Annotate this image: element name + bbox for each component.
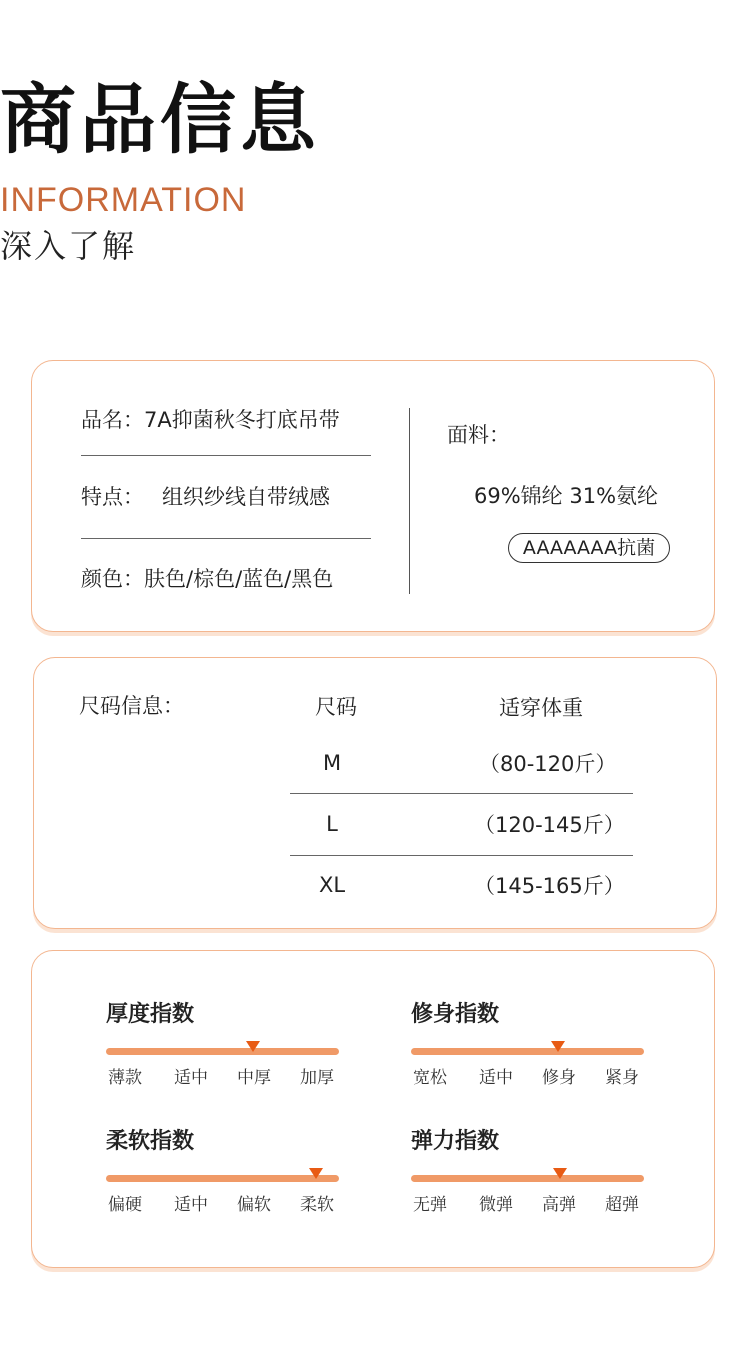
feature-label: 特点： bbox=[81, 485, 144, 509]
scale-label: 适中 bbox=[174, 1195, 208, 1215]
fabric-value: 69%锦纶 31%氨纶 bbox=[474, 484, 659, 508]
scale-label: 紧身 bbox=[605, 1068, 639, 1088]
scale-label: 微弹 bbox=[479, 1195, 513, 1215]
size-info-card bbox=[33, 657, 717, 929]
elasticity-scale-bar bbox=[411, 1175, 644, 1182]
subtitle-chinese: 深入了解 bbox=[0, 227, 137, 265]
thickness-level-marker bbox=[246, 1041, 260, 1052]
softness-scale-bar bbox=[106, 1175, 339, 1182]
product-colors: 颜色：肤色/棕色/蓝色/黑色 bbox=[81, 567, 334, 591]
scale-label: 宽松 bbox=[413, 1068, 447, 1088]
softness-level-marker bbox=[309, 1168, 323, 1179]
softness-index-title: 柔软指数 bbox=[106, 1129, 195, 1154]
feature-value: 组织纱线自带绒感 bbox=[162, 485, 330, 509]
elasticity-index-title: 弹力指数 bbox=[411, 1129, 500, 1154]
size-cell: XL bbox=[318, 873, 346, 897]
vertical-divider bbox=[409, 408, 410, 594]
size-cell: M bbox=[322, 751, 342, 775]
fit-scale-bar bbox=[411, 1048, 644, 1055]
subtitle-english: INFORMATION bbox=[0, 181, 247, 219]
thickness-index-title: 厚度指数 bbox=[106, 1002, 195, 1027]
size-info-label: 尺码信息： bbox=[79, 694, 184, 718]
divider bbox=[81, 538, 371, 539]
size-cell: L bbox=[326, 812, 338, 836]
page-title: 商品信息 bbox=[0, 75, 320, 164]
scale-label: 适中 bbox=[174, 1068, 208, 1088]
product-info-card bbox=[31, 360, 715, 632]
size-column-header: 尺码 bbox=[315, 695, 357, 719]
weight-cell: （80-120斤） bbox=[479, 752, 617, 776]
scale-label: 中厚 bbox=[237, 1068, 271, 1088]
scale-label: 偏软 bbox=[237, 1195, 271, 1215]
fit-level-marker bbox=[551, 1041, 565, 1052]
fabric-label: 面料： bbox=[447, 423, 510, 447]
scale-label: 超弹 bbox=[605, 1195, 639, 1215]
scale-label: 高弹 bbox=[542, 1195, 576, 1215]
table-divider bbox=[290, 793, 633, 794]
table-divider bbox=[290, 855, 633, 856]
thickness-scale-bar bbox=[106, 1048, 339, 1055]
scale-label: 无弹 bbox=[413, 1195, 447, 1215]
scale-label: 偏硬 bbox=[108, 1195, 142, 1215]
scale-label: 加厚 bbox=[300, 1068, 334, 1088]
scale-label: 修身 bbox=[542, 1068, 576, 1088]
elasticity-level-marker bbox=[553, 1168, 567, 1179]
scale-label: 薄款 bbox=[108, 1068, 142, 1088]
fit-index-title: 修身指数 bbox=[411, 1002, 500, 1027]
indices-card bbox=[31, 950, 715, 1268]
scale-label: 柔软 bbox=[300, 1195, 334, 1215]
antibacterial-badge: AAAAAAA抗菌 bbox=[508, 533, 670, 563]
weight-cell: （120-145斤） bbox=[474, 813, 625, 837]
divider bbox=[81, 455, 371, 456]
product-name: 品名：7A抑菌秋冬打底吊带 bbox=[81, 408, 340, 432]
weight-column-header: 适穿体重 bbox=[499, 696, 583, 720]
scale-label: 适中 bbox=[479, 1068, 513, 1088]
weight-cell: （145-165斤） bbox=[474, 874, 625, 898]
